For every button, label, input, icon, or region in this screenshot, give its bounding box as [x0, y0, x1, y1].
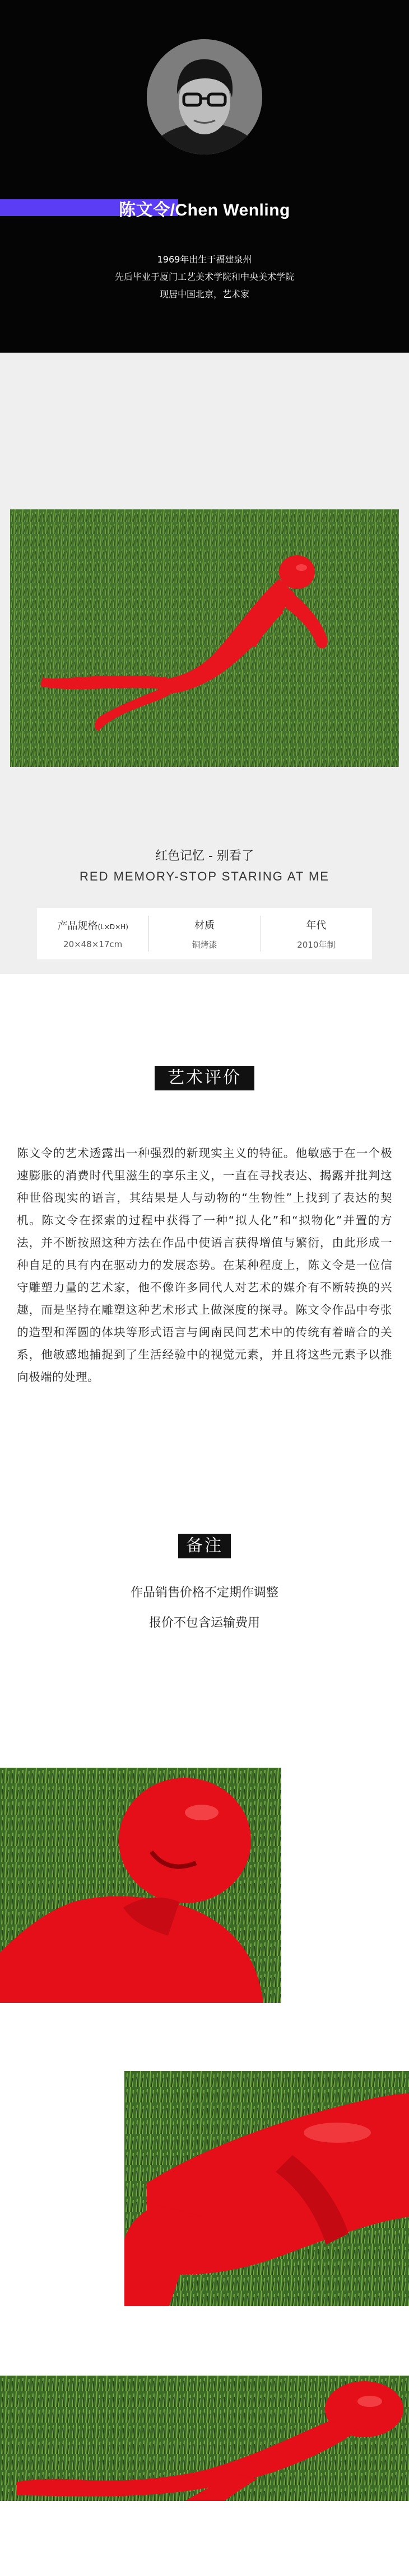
work-title-cn: 红色记忆 - 别看了 — [155, 849, 254, 863]
artist-bio — [0, 251, 409, 303]
note-line: 作品销售价格不定期作调整 — [130, 1586, 278, 1600]
spec-label: 材质 — [194, 919, 215, 931]
detail-photo-head — [0, 1768, 281, 2003]
spec-value: 20×48×17cm — [63, 939, 123, 949]
detail-body-image — [0, 2376, 409, 2501]
spec-label: 产品规格 — [57, 920, 98, 932]
detail-head-image — [0, 1768, 281, 2003]
review-heading: 艺术评价 — [155, 1066, 254, 1090]
sculpture-photo — [10, 509, 399, 767]
artist-portrait-image — [147, 39, 262, 154]
detail-photo-torso — [124, 2071, 409, 2306]
spec-label: 年代 — [306, 919, 327, 931]
spec-dimensions — [37, 908, 148, 959]
bio-line: 1969年出生于福建泉州 — [157, 254, 252, 265]
artist-avatar — [147, 39, 262, 154]
sculpture-image — [10, 509, 399, 767]
bio-line: 现居中国北京，艺术家 — [159, 289, 249, 299]
note-heading: 备注 — [178, 1534, 231, 1558]
spec-card — [37, 908, 372, 959]
spec-material — [148, 908, 260, 959]
note-line: 报价不包含运输费用 — [148, 1616, 260, 1630]
detail-photo-body — [0, 2376, 409, 2501]
work-title-en: RED MEMORY-STOP STARING AT ME — [80, 869, 329, 883]
bio-line: 先后毕业于厦门工艺美术学院和中央美术学院 — [114, 271, 294, 282]
spec-value: 2010年制 — [297, 939, 336, 950]
spec-value: 铜烤漆 — [192, 939, 217, 950]
spec-year — [261, 908, 372, 959]
review-body: 陈文令的艺术透露出一种强烈的新现实主义的特征。他敏感于在一个极速膨胀的消费时代里滋生的享乐主义，一直在寻找表达、揭露并批判这种世俗现实的语言，其结果是人与动物的“生物性”上找到了表达的契机。陈文令在探索的过程中获得了一种“拟人化”和“拟物化”并置的方法，并不断按照这种方法在作品中使语言获得增值与繁衍，由此形成一种自足的具有内在驱动力的发展态势。在某种程度上，陈文令是一位信守雕塑力量的艺术家，他不像许多同代人对艺术的媒介有不断转换的兴趣，而是坚持在雕塑这种艺术形式上做深度的探寻。陈文令作品中夸张的造型和浑圆的体块等形式语言与闽南民间艺术中的传统有着暗合的关系，他敏感地捕捉到了生活经验中的视觉元素，并且将这些元素予以推向极端的处理。 — [17, 1146, 392, 1384]
artist-name: 陈文令/Chen Wenling — [119, 201, 290, 219]
spec-label-sub: (L×D×H) — [97, 923, 128, 931]
detail-torso-image — [124, 2071, 409, 2306]
artist-header — [0, 0, 409, 353]
